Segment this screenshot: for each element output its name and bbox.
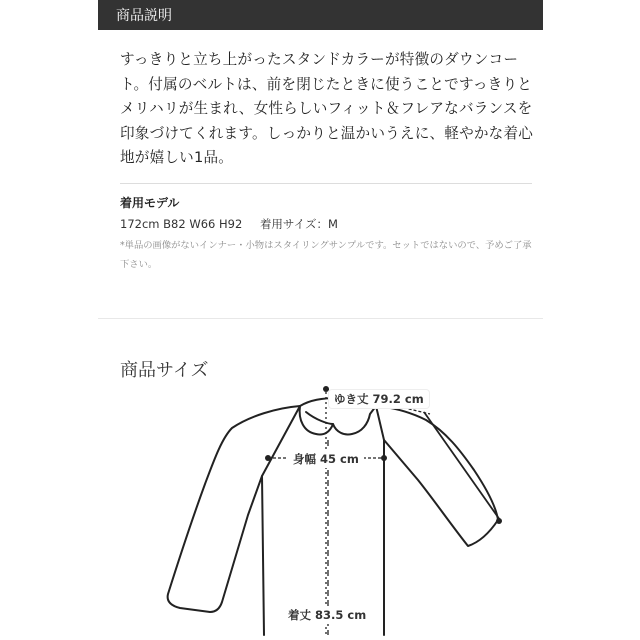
model-bust: B82 bbox=[163, 217, 186, 231]
shoulder-seam-right bbox=[376, 406, 384, 440]
collar-line bbox=[306, 412, 333, 424]
product-description: すっきりと立ち上がったスタンドカラーが特徴のダウンコート。付属のベルトは、前を閉じたときに使うことですっきりとメリハリが生まれ、女性らしいフィット＆フレアなバランスを印象づけてくれます。しっかりと温かいうえに、軽やかな着心地が嬉しい1品。 bbox=[120, 51, 534, 167]
model-size: 着用サイズ：M bbox=[259, 217, 338, 231]
coat-outline bbox=[168, 406, 498, 635]
size-section-title: 商品サイズ bbox=[120, 360, 209, 381]
model-height: 172cm bbox=[120, 217, 160, 231]
mihaba-right-dot bbox=[381, 455, 387, 461]
yuki-start-dot bbox=[323, 386, 329, 392]
yuki-measure-label: ゆき丈 79.2 cm bbox=[329, 390, 429, 408]
model-waist: W66 bbox=[189, 217, 216, 231]
model-title: 着用モデル bbox=[120, 196, 180, 210]
kitake-measure-label: 着丈 83.5 cm bbox=[283, 606, 371, 624]
mihaba-left-dot bbox=[265, 455, 271, 461]
mihaba-measure-label: 身幅 45 cm bbox=[288, 450, 364, 468]
section-title: 商品説明 bbox=[116, 8, 172, 24]
yuki-end-dot bbox=[496, 518, 502, 524]
model-note: *単品の画像がないインナー・小物はスタイリングサンプルです。セットではないので、予めご了承下さい。 bbox=[120, 240, 532, 270]
model-hip: H92 bbox=[219, 217, 243, 231]
